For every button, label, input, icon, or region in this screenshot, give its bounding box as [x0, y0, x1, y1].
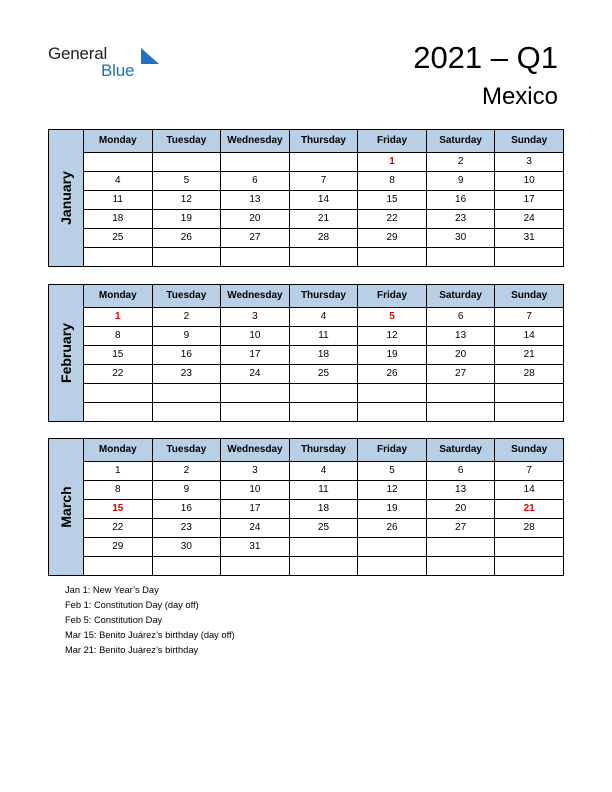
day-cell: 3: [221, 308, 290, 327]
day-cell: 2: [426, 153, 495, 172]
day-cell: 15: [358, 191, 427, 210]
day-cell: [152, 153, 221, 172]
day-cell: [495, 538, 564, 557]
day-cell: 20: [426, 500, 495, 519]
day-cell: 22: [84, 519, 153, 538]
day-cell: 5: [358, 462, 427, 481]
weekday-header: Thursday: [289, 130, 358, 153]
day-cell: 13: [426, 327, 495, 346]
weekday-header: Friday: [358, 439, 427, 462]
day-cell: 26: [358, 519, 427, 538]
day-cell: 16: [152, 500, 221, 519]
day-cell: [289, 557, 358, 576]
day-cell: [152, 557, 221, 576]
day-cell: [495, 248, 564, 267]
weekday-header: Wednesday: [221, 285, 290, 308]
day-cell: 9: [426, 172, 495, 191]
day-cell: [426, 248, 495, 267]
day-cell: 20: [221, 210, 290, 229]
day-cell: [84, 248, 153, 267]
week-row: [49, 172, 564, 191]
day-cell: [152, 403, 221, 422]
day-cell: [289, 384, 358, 403]
day-cell: 4: [289, 308, 358, 327]
week-row: [49, 403, 564, 422]
weekday-header: Tuesday: [152, 439, 221, 462]
day-cell: 30: [426, 229, 495, 248]
week-row: [49, 153, 564, 172]
day-cell: 1: [358, 153, 427, 172]
day-cell: 11: [289, 327, 358, 346]
week-row: [49, 519, 564, 538]
day-cell: 18: [289, 346, 358, 365]
day-cell: 7: [495, 308, 564, 327]
day-cell: 6: [426, 462, 495, 481]
day-cell: 17: [221, 346, 290, 365]
weekday-header: Saturday: [426, 130, 495, 153]
day-cell: 28: [495, 365, 564, 384]
day-cell: 17: [221, 500, 290, 519]
month-name: January: [58, 171, 74, 225]
holiday-note: Feb 1: Constitution Day (day off): [65, 600, 199, 610]
day-cell: 19: [358, 500, 427, 519]
day-cell: 6: [426, 308, 495, 327]
day-cell: 15: [84, 346, 153, 365]
day-cell: [426, 403, 495, 422]
day-cell: 4: [289, 462, 358, 481]
weekday-header: Wednesday: [221, 439, 290, 462]
day-cell: 4: [84, 172, 153, 191]
week-row: [49, 500, 564, 519]
day-cell: 9: [152, 327, 221, 346]
weekday-header: Sunday: [495, 130, 564, 153]
day-cell: 22: [84, 365, 153, 384]
february-calendar: [48, 284, 564, 422]
day-cell: 8: [84, 327, 153, 346]
day-cell: [221, 557, 290, 576]
day-cell: [152, 248, 221, 267]
day-cell: 20: [426, 346, 495, 365]
country-name: Mexico: [481, 83, 558, 110]
day-cell: 8: [358, 172, 427, 191]
day-cell: [221, 153, 290, 172]
day-cell: [289, 403, 358, 422]
weekday-header: Friday: [358, 130, 427, 153]
day-cell: 10: [221, 481, 290, 500]
day-cell: [358, 557, 427, 576]
day-cell: 28: [495, 519, 564, 538]
march-calendar: [48, 438, 564, 576]
day-cell: 2: [152, 308, 221, 327]
day-cell: 16: [426, 191, 495, 210]
weekday-header: Sunday: [495, 285, 564, 308]
day-cell: [426, 538, 495, 557]
weekday-header: Wednesday: [221, 130, 290, 153]
day-cell: 13: [221, 191, 290, 210]
day-cell: [221, 248, 290, 267]
day-cell: 1: [84, 308, 153, 327]
day-cell: 14: [495, 327, 564, 346]
week-row: [49, 229, 564, 248]
day-cell: 18: [289, 500, 358, 519]
day-cell: 15: [84, 500, 153, 519]
week-row: [49, 191, 564, 210]
day-cell: 24: [221, 365, 290, 384]
day-cell: 21: [495, 346, 564, 365]
day-cell: 12: [358, 327, 427, 346]
day-cell: 27: [426, 519, 495, 538]
day-cell: 29: [358, 229, 427, 248]
day-cell: [84, 557, 153, 576]
month-name: February: [58, 323, 74, 383]
day-cell: [84, 384, 153, 403]
weekday-header: Monday: [84, 285, 153, 308]
day-cell: 19: [152, 210, 221, 229]
day-cell: [495, 557, 564, 576]
day-cell: 8: [84, 481, 153, 500]
day-cell: 31: [495, 229, 564, 248]
week-row: [49, 365, 564, 384]
day-cell: 3: [221, 462, 290, 481]
day-cell: 1: [84, 462, 153, 481]
week-row: [49, 481, 564, 500]
day-cell: [152, 384, 221, 403]
weekday-header: Sunday: [495, 439, 564, 462]
day-cell: [289, 153, 358, 172]
holiday-note: Mar 15: Benito Juárez’s birthday (day off): [65, 630, 235, 640]
day-cell: 25: [84, 229, 153, 248]
day-cell: 16: [152, 346, 221, 365]
month-name: March: [58, 486, 74, 528]
day-cell: [495, 384, 564, 403]
day-cell: 21: [289, 210, 358, 229]
day-cell: 17: [495, 191, 564, 210]
weekday-header: Monday: [84, 130, 153, 153]
day-cell: 28: [289, 229, 358, 248]
day-cell: 19: [358, 346, 427, 365]
day-cell: 3: [495, 153, 564, 172]
day-cell: 23: [152, 365, 221, 384]
logo-general-text: General: [48, 44, 108, 63]
day-cell: 21: [495, 500, 564, 519]
month-label: [49, 439, 84, 576]
day-cell: 27: [221, 229, 290, 248]
weekday-header: Tuesday: [152, 285, 221, 308]
holiday-note: Feb 5: Constitution Day: [65, 615, 163, 625]
holiday-notes: [65, 583, 235, 658]
day-cell: 23: [152, 519, 221, 538]
week-row: [49, 210, 564, 229]
day-cell: [221, 403, 290, 422]
day-cell: 25: [289, 519, 358, 538]
day-cell: 25: [289, 365, 358, 384]
holiday-note: Jan 1: New Year’s Day: [65, 585, 159, 595]
day-cell: 24: [495, 210, 564, 229]
holiday-note: Mar 21: Benito Juárez’s birthday: [65, 645, 199, 655]
week-row: [49, 308, 564, 327]
weekday-header: Saturday: [426, 439, 495, 462]
weekday-header: Tuesday: [152, 130, 221, 153]
logo-triangle-icon: [141, 48, 159, 64]
week-row: [49, 327, 564, 346]
day-cell: 26: [152, 229, 221, 248]
day-cell: [358, 403, 427, 422]
day-cell: [289, 538, 358, 557]
week-row: [49, 538, 564, 557]
logo-blue-text: Blue: [101, 61, 135, 80]
week-row: [49, 557, 564, 576]
day-cell: 5: [152, 172, 221, 191]
day-cell: 22: [358, 210, 427, 229]
day-cell: 18: [84, 210, 153, 229]
day-cell: 14: [495, 481, 564, 500]
day-cell: 12: [358, 481, 427, 500]
day-cell: [495, 403, 564, 422]
day-cell: 31: [221, 538, 290, 557]
day-cell: [221, 384, 290, 403]
day-cell: 2: [152, 462, 221, 481]
week-row: [49, 346, 564, 365]
day-cell: 6: [221, 172, 290, 191]
day-cell: [289, 248, 358, 267]
week-row: [49, 384, 564, 403]
day-cell: 11: [289, 481, 358, 500]
weekday-header: Thursday: [289, 439, 358, 462]
weekday-header: Thursday: [289, 285, 358, 308]
day-cell: [84, 403, 153, 422]
day-cell: [358, 248, 427, 267]
day-cell: 10: [495, 172, 564, 191]
month-label: [49, 130, 84, 267]
weekday-header: Monday: [84, 439, 153, 462]
day-cell: 14: [289, 191, 358, 210]
day-cell: [84, 153, 153, 172]
day-cell: 7: [495, 462, 564, 481]
day-cell: 5: [358, 308, 427, 327]
day-cell: 11: [84, 191, 153, 210]
page-title: 2021 – Q1: [413, 40, 558, 75]
january-calendar: [48, 129, 564, 267]
weekday-header: Saturday: [426, 285, 495, 308]
day-cell: [358, 538, 427, 557]
day-cell: 23: [426, 210, 495, 229]
day-cell: 27: [426, 365, 495, 384]
day-cell: [426, 384, 495, 403]
day-cell: 9: [152, 481, 221, 500]
day-cell: 7: [289, 172, 358, 191]
day-cell: 30: [152, 538, 221, 557]
day-cell: 13: [426, 481, 495, 500]
month-label: [49, 285, 84, 422]
day-cell: 29: [84, 538, 153, 557]
week-row: [49, 462, 564, 481]
day-cell: 10: [221, 327, 290, 346]
week-row: [49, 248, 564, 267]
generalblue-logo: [48, 44, 148, 84]
weekday-header: Friday: [358, 285, 427, 308]
day-cell: 26: [358, 365, 427, 384]
day-cell: [426, 557, 495, 576]
day-cell: 24: [221, 519, 290, 538]
day-cell: 12: [152, 191, 221, 210]
day-cell: [358, 384, 427, 403]
